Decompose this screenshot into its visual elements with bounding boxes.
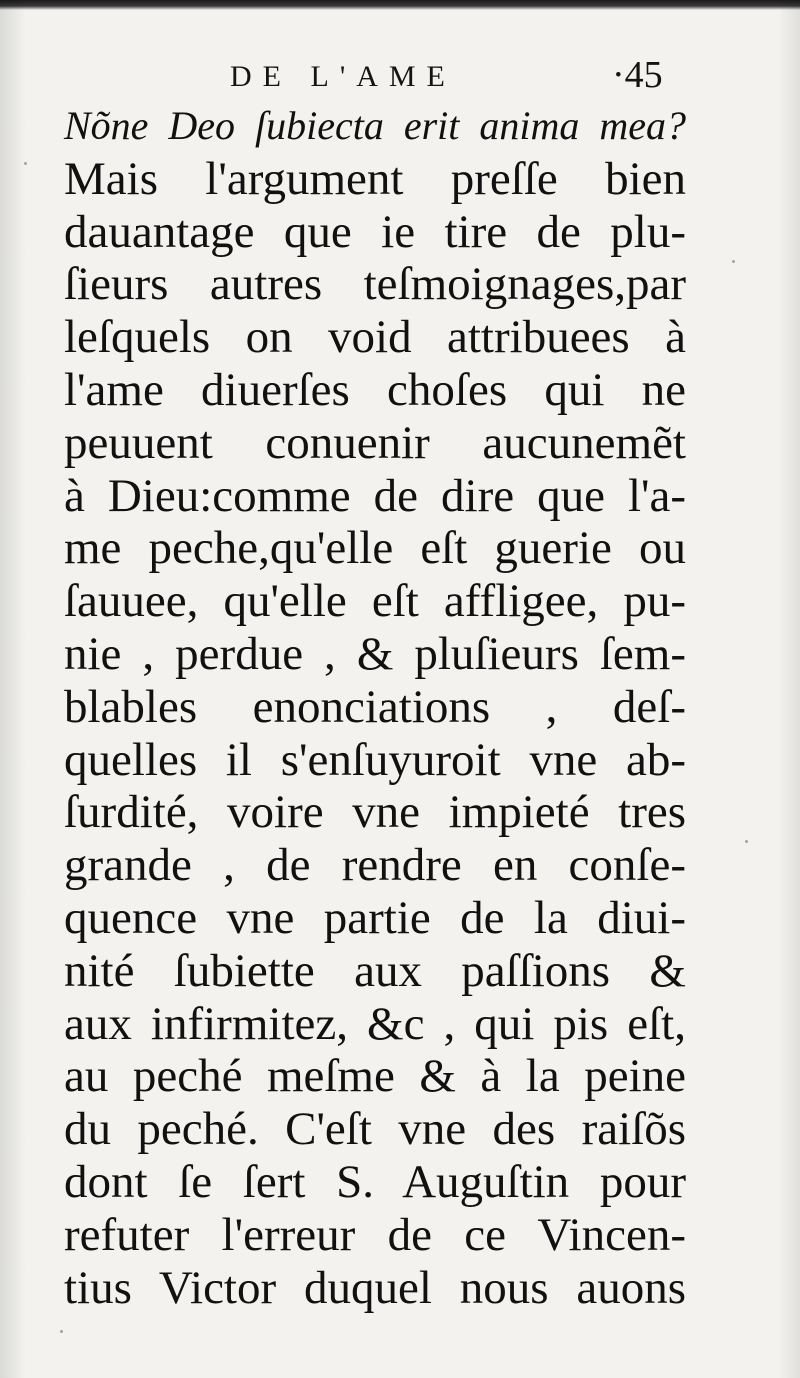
text-line: du peché. C'eſt vne des raiſõs <box>64 1103 686 1156</box>
text-line: tius Victor duquel nous auons <box>64 1261 686 1314</box>
text-line: au peché meſme & à la peine <box>64 1050 686 1103</box>
text-line: quence vne partie de la diui- <box>64 891 686 944</box>
text-line: nité ſubiette aux paſſions & <box>64 944 686 997</box>
text-line: Mais l'argument preſſe bien <box>64 152 686 205</box>
text-line: grande , de rendre en conſe- <box>64 839 686 892</box>
text-line: dauantage que ie tire de plu- <box>64 205 686 258</box>
text-line: l'ame diuerſes choſes qui ne <box>64 363 686 416</box>
text-line: leſquels on void attribuees à <box>64 311 686 364</box>
text-line: refuter l'erreur de ce Vincen- <box>64 1208 686 1261</box>
page-top-edge <box>0 0 800 10</box>
paper-speck <box>732 260 735 263</box>
paper-speck <box>745 840 748 843</box>
running-head-title: DE L'AME <box>230 60 456 93</box>
text-line: me peche,qu'elle eſt guerie ou <box>64 522 686 575</box>
text-line: à Dieu:comme de dire que l'a- <box>64 469 686 522</box>
page-gutter-shadow <box>0 0 26 1378</box>
paper-speck <box>60 1330 63 1333</box>
text-line: dont ſe ſert S. Auguſtin pour <box>64 1155 686 1208</box>
text-line: Nõne Deo ſubiecta erit anima mea? <box>64 103 686 148</box>
text-line: nie , perdue , & pluſieurs ſem- <box>64 627 686 680</box>
text-line: blables enonciations , deſ- <box>64 680 686 733</box>
text-line: aux infirmitez, &c , qui pis eſt, <box>64 997 686 1050</box>
page-number: ·45 <box>612 54 663 96</box>
text-line: ſieurs autres teſmoignages,par <box>64 258 686 311</box>
running-head <box>0 55 800 99</box>
page-edge-shadow <box>778 0 800 1378</box>
text-line: ſurdité, voire vne impieté tres <box>64 786 686 839</box>
text-line: ſauuee, qu'elle eſt affligee, pu- <box>64 575 686 628</box>
paper-speck <box>24 162 27 165</box>
body-text <box>64 100 764 1314</box>
text-line: quelles il s'enſuyuroit vne ab- <box>64 733 686 786</box>
text-line: peuuent conuenir aucunemẽt <box>64 416 686 469</box>
